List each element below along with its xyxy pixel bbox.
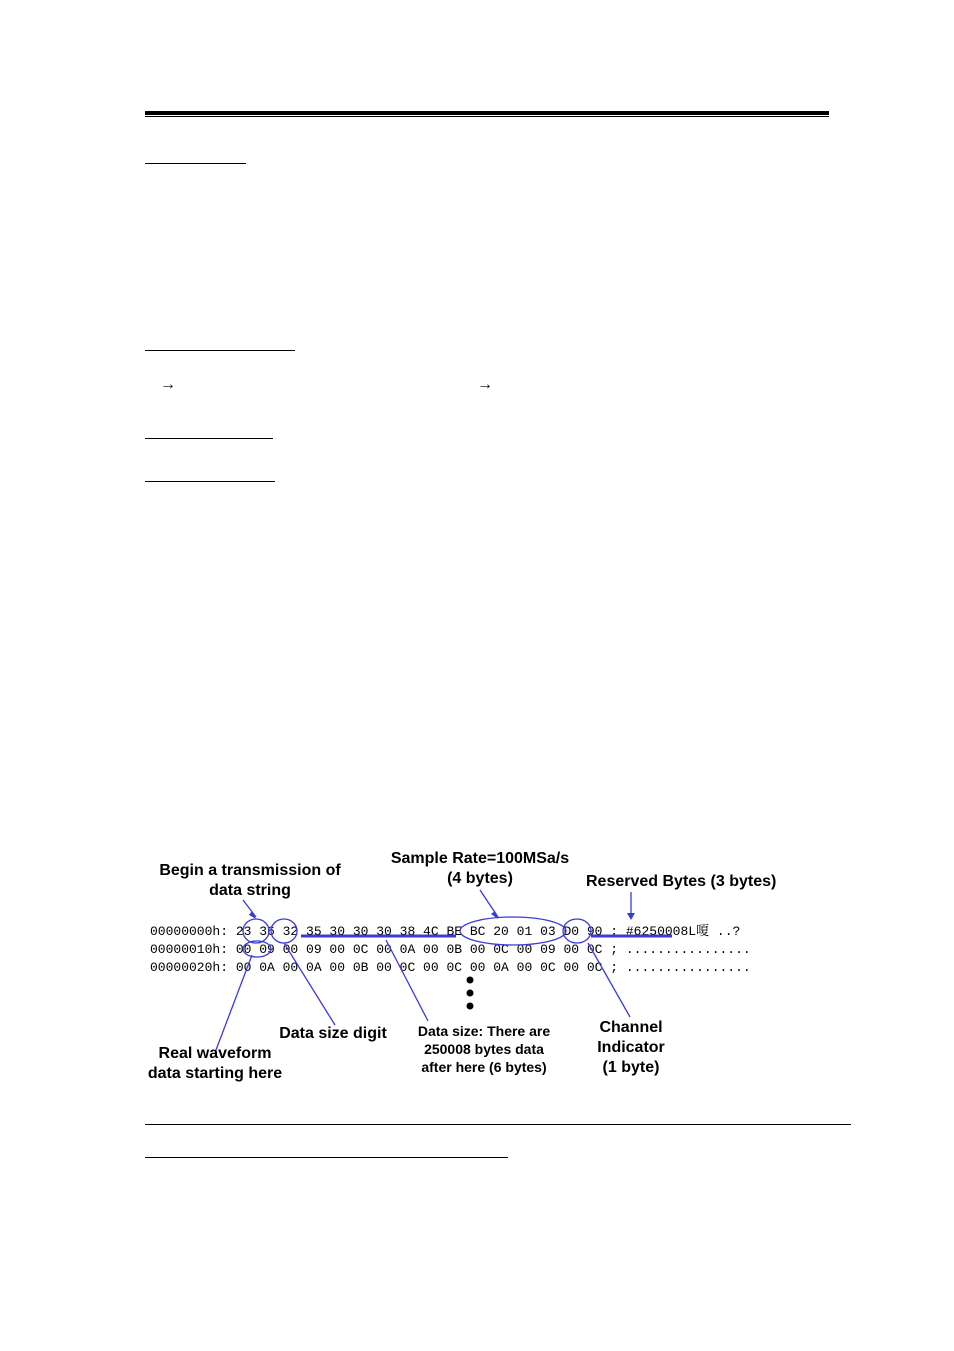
footer-rule: [145, 1124, 851, 1125]
ellipsis-dot: [467, 990, 474, 997]
arrowhead-reserved: [627, 913, 635, 920]
pointer-data-size: [386, 940, 428, 1021]
label-reserved-bytes: Reserved Bytes (3 bytes): [586, 873, 777, 890]
hex-line-2: 00000020h: 00 0A 00 0A 00 0B 00 0C 00 0C 00 0A 00 0C 00 0C ; ................: [150, 960, 751, 975]
label-begin-transmission: Begin a transmission of data string: [159, 862, 341, 899]
circle-23: [243, 919, 269, 943]
section-heading-underline-3: [145, 438, 273, 439]
label-real-waveform: Real waveform data starting here: [147, 1045, 283, 1082]
hex-line-1: 00000010h: 00 09 00 09 00 0C 00 0A 00 0B 00 0C 00 09 00 0C ; ................: [150, 942, 751, 957]
label-sample-rate: Sample Rate=100MSa/s (4 bytes): [390, 850, 570, 887]
footer-heading-underline: [145, 1157, 508, 1158]
section-heading-underline-2: [145, 350, 295, 351]
circle-sample-rate: [460, 917, 566, 945]
circle-36: [271, 919, 297, 943]
header-rule: [145, 111, 829, 115]
binary-dump-figure: [140, 845, 840, 1095]
arrow-icon: →: [160, 376, 176, 393]
ellipsis-dot: [467, 977, 474, 984]
arrow-icon: →: [477, 376, 493, 393]
header-rule-thin: [145, 116, 829, 117]
pointer-channel: [588, 943, 630, 1017]
hex-line-0: 00000000h: 23 36 32 35 30 30 30 38 4C BE BC 20 01 03 D0 90 ; #6250008L嗄 ..?: [150, 924, 741, 939]
circle-01: [563, 919, 591, 943]
pointer-data-size-digit: [284, 943, 335, 1025]
label-data-size-digit: Data size digit: [279, 1025, 387, 1042]
pointer-real-waveform: [216, 955, 252, 1050]
section-heading-underline-4: [145, 481, 275, 482]
section-heading-underline-1: [145, 163, 246, 164]
label-channel-indicator: Channel Indicator (1 byte): [597, 1019, 665, 1076]
label-data-size: Data size: There are 250008 bytes data after here (6 bytes): [417, 1023, 551, 1075]
ellipsis-dot: [467, 1003, 474, 1010]
